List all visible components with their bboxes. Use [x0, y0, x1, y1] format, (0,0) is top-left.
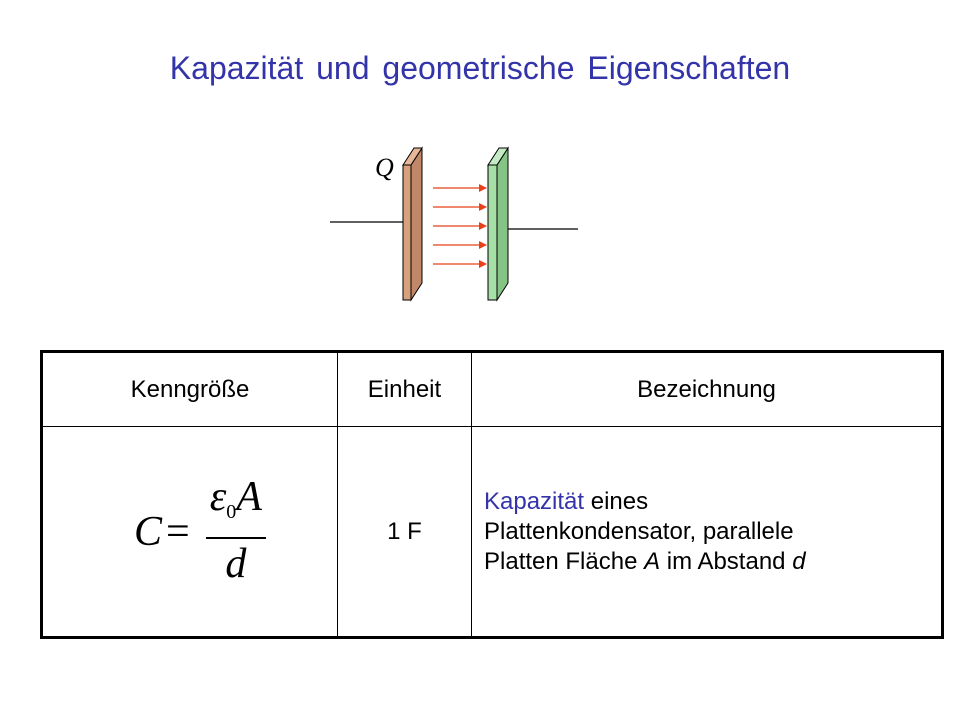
header-kenngroesse: Kenngröße [42, 352, 338, 427]
description-cell [472, 427, 943, 638]
description-var-a: A [644, 547, 661, 575]
description-var-d: d [792, 547, 806, 575]
capacitor-diagram [0, 0, 960, 340]
formula-epsilon: ε [209, 474, 227, 520]
formula-lhs: C [134, 508, 163, 555]
slide-title: Kapazität und geometrische Eigenschaften [169, 50, 791, 86]
formula-cell [42, 427, 338, 638]
header-einheit: Einheit [338, 352, 472, 427]
charge-label: Q [375, 153, 394, 182]
formula-numerator [206, 474, 266, 539]
formula-epsilon-subscript: 0 [226, 501, 237, 523]
properties-table [40, 350, 944, 639]
capacitance-formula [134, 474, 266, 589]
description-line-3 [484, 547, 941, 577]
table-row [42, 427, 943, 638]
description-term: Kapazität [484, 487, 585, 515]
left-plate [403, 148, 422, 300]
unit-cell: 1 F [338, 427, 472, 638]
description-line-1-rest: eines [584, 487, 649, 515]
formula-fraction [206, 474, 266, 589]
description-line-3-middle: im Abstand [660, 547, 793, 575]
formula-equals: = [166, 508, 190, 555]
formula-area: A [236, 474, 262, 520]
right-plate [488, 148, 508, 300]
table-header-row [42, 352, 943, 427]
description-line-3-prefix: Platten Fläche [484, 547, 645, 575]
description-line-1 [484, 487, 941, 517]
field-arrows [433, 188, 486, 264]
header-bezeichnung: Bezeichnung [472, 352, 943, 427]
formula-denominator: d [225, 541, 247, 587]
description-line-2: Plattenkondensator, parallele [484, 517, 794, 545]
